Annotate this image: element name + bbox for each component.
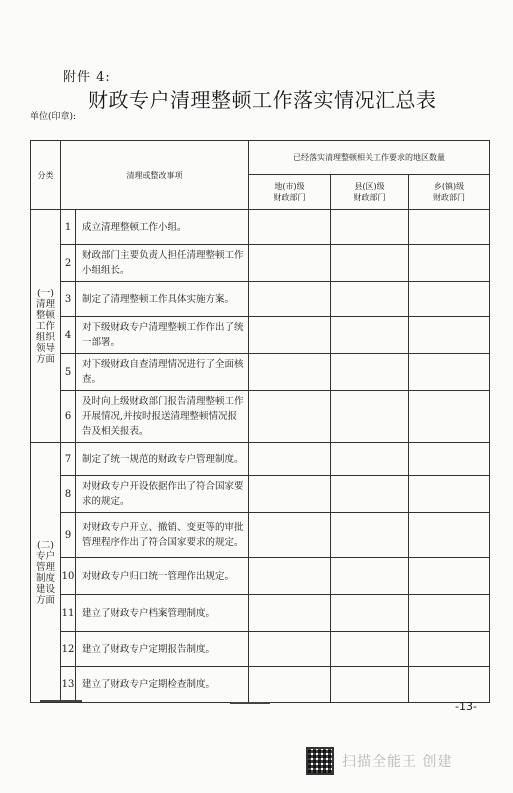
bottom-dash bbox=[230, 702, 270, 704]
category-cell: (二) 专户 管理 制度 建设 方面 bbox=[31, 443, 61, 703]
count-cell[interactable] bbox=[249, 443, 331, 476]
count-cell[interactable] bbox=[331, 595, 409, 632]
count-cell[interactable] bbox=[331, 210, 409, 245]
table-row bbox=[31, 354, 490, 391]
table-row bbox=[31, 667, 490, 703]
count-cell[interactable] bbox=[249, 210, 331, 245]
item-text: 成立清理整顿工作小组。 bbox=[76, 210, 249, 245]
subheader-county: 县(区)级 财政部门 bbox=[331, 175, 409, 210]
table-row bbox=[31, 558, 490, 595]
count-cell[interactable] bbox=[409, 245, 490, 282]
count-cell[interactable] bbox=[409, 443, 490, 476]
attachment-label: 附件 4: bbox=[63, 70, 111, 85]
count-cell[interactable] bbox=[409, 391, 490, 443]
header-group: 已经落实清理整顿相关工作要求的地区数量 bbox=[249, 141, 490, 175]
row-number: 5 bbox=[61, 354, 76, 391]
table-row bbox=[31, 513, 490, 558]
qr-code-icon bbox=[306, 747, 334, 775]
count-cell[interactable] bbox=[249, 513, 331, 558]
count-cell[interactable] bbox=[409, 282, 490, 317]
row-number: 11 bbox=[61, 595, 76, 632]
item-text: 对财政专户开立、撤销、变更等的审批管理程序作出了符合国家要求的规定。 bbox=[76, 513, 249, 558]
category-cell: (一) 清理 整顿 工作 组织 领导 方面 bbox=[31, 210, 61, 443]
count-cell[interactable] bbox=[409, 558, 490, 595]
count-cell[interactable] bbox=[249, 354, 331, 391]
count-cell[interactable] bbox=[331, 282, 409, 317]
count-cell[interactable] bbox=[249, 245, 331, 282]
bottom-dash bbox=[40, 700, 82, 702]
count-cell[interactable] bbox=[331, 513, 409, 558]
count-cell[interactable] bbox=[409, 667, 490, 703]
count-cell[interactable] bbox=[409, 476, 490, 513]
item-text: 建立了财政专户定期报告制度。 bbox=[76, 632, 249, 667]
count-cell[interactable] bbox=[331, 476, 409, 513]
header-category: 分类 bbox=[31, 141, 61, 210]
table-row bbox=[31, 210, 490, 245]
item-text: 对财政专户归口统一管理作出规定。 bbox=[76, 558, 249, 595]
count-cell[interactable] bbox=[249, 595, 331, 632]
row-number: 1 bbox=[61, 210, 76, 245]
row-number: 6 bbox=[61, 391, 76, 443]
count-cell[interactable] bbox=[249, 632, 331, 667]
count-cell[interactable] bbox=[331, 632, 409, 667]
count-cell[interactable] bbox=[331, 354, 409, 391]
item-text: 对财政专户开设依据作出了符合国家要求的规定。 bbox=[76, 476, 249, 513]
count-cell[interactable] bbox=[249, 317, 331, 354]
row-number: 12 bbox=[61, 632, 76, 667]
page-number: -13- bbox=[455, 700, 477, 713]
count-cell[interactable] bbox=[249, 391, 331, 443]
count-cell[interactable] bbox=[331, 558, 409, 595]
row-number: 7 bbox=[61, 443, 76, 476]
item-text: 制定了清理整顿工作具体实施方案。 bbox=[76, 282, 249, 317]
row-number: 4 bbox=[61, 317, 76, 354]
count-cell[interactable] bbox=[331, 245, 409, 282]
row-number: 10 bbox=[61, 558, 76, 595]
row-number: 3 bbox=[61, 282, 76, 317]
subheader-city: 地(市)级 财政部门 bbox=[249, 175, 331, 210]
count-cell[interactable] bbox=[249, 476, 331, 513]
table-row bbox=[31, 391, 490, 443]
table-row bbox=[31, 476, 490, 513]
row-number: 13 bbox=[61, 667, 76, 703]
count-cell[interactable] bbox=[249, 558, 331, 595]
row-number: 8 bbox=[61, 476, 76, 513]
count-cell[interactable] bbox=[331, 667, 409, 703]
count-cell[interactable] bbox=[409, 513, 490, 558]
table-row bbox=[31, 443, 490, 476]
table-row bbox=[31, 595, 490, 632]
watermark-text: 扫描全能王 创建 bbox=[342, 754, 453, 770]
table-row bbox=[31, 632, 490, 667]
count-cell[interactable] bbox=[249, 667, 331, 703]
watermark bbox=[306, 747, 452, 775]
count-cell[interactable] bbox=[331, 443, 409, 476]
table-row bbox=[31, 282, 490, 317]
count-cell[interactable] bbox=[409, 354, 490, 391]
table-row bbox=[31, 245, 490, 282]
row-number: 2 bbox=[61, 245, 76, 282]
header-item: 清理或整改事项 bbox=[61, 141, 249, 210]
table-row bbox=[31, 317, 490, 354]
summary-table bbox=[30, 140, 490, 703]
unit-label: 单位(印章): bbox=[30, 112, 77, 122]
item-text: 对下级财政专户清理整顿工作作出了统一部署。 bbox=[76, 317, 249, 354]
item-text: 财政部门主要负责人担任清理整顿工作小组组长。 bbox=[76, 245, 249, 282]
item-text: 建立了财政专户档案管理制度。 bbox=[76, 595, 249, 632]
item-text: 制定了统一规范的财政专户管理制度。 bbox=[76, 443, 249, 476]
count-cell[interactable] bbox=[331, 391, 409, 443]
count-cell[interactable] bbox=[409, 317, 490, 354]
item-text: 建立了财政专户定期检查制度。 bbox=[76, 667, 249, 703]
count-cell[interactable] bbox=[409, 210, 490, 245]
page-title: 财政专户清理整顿工作落实情况汇总表 bbox=[88, 88, 437, 112]
count-cell[interactable] bbox=[331, 317, 409, 354]
count-cell[interactable] bbox=[409, 632, 490, 667]
item-text: 及时向上级财政部门报告清理整顿工作开展情况,并按时报送清理整顿情况报告及相关报表。 bbox=[76, 391, 249, 443]
count-cell[interactable] bbox=[249, 282, 331, 317]
item-text: 对下级财政自查清理情况进行了全面核查。 bbox=[76, 354, 249, 391]
subheader-township: 乡(镇)级 财政部门 bbox=[409, 175, 490, 210]
row-number: 9 bbox=[61, 513, 76, 558]
count-cell[interactable] bbox=[409, 595, 490, 632]
